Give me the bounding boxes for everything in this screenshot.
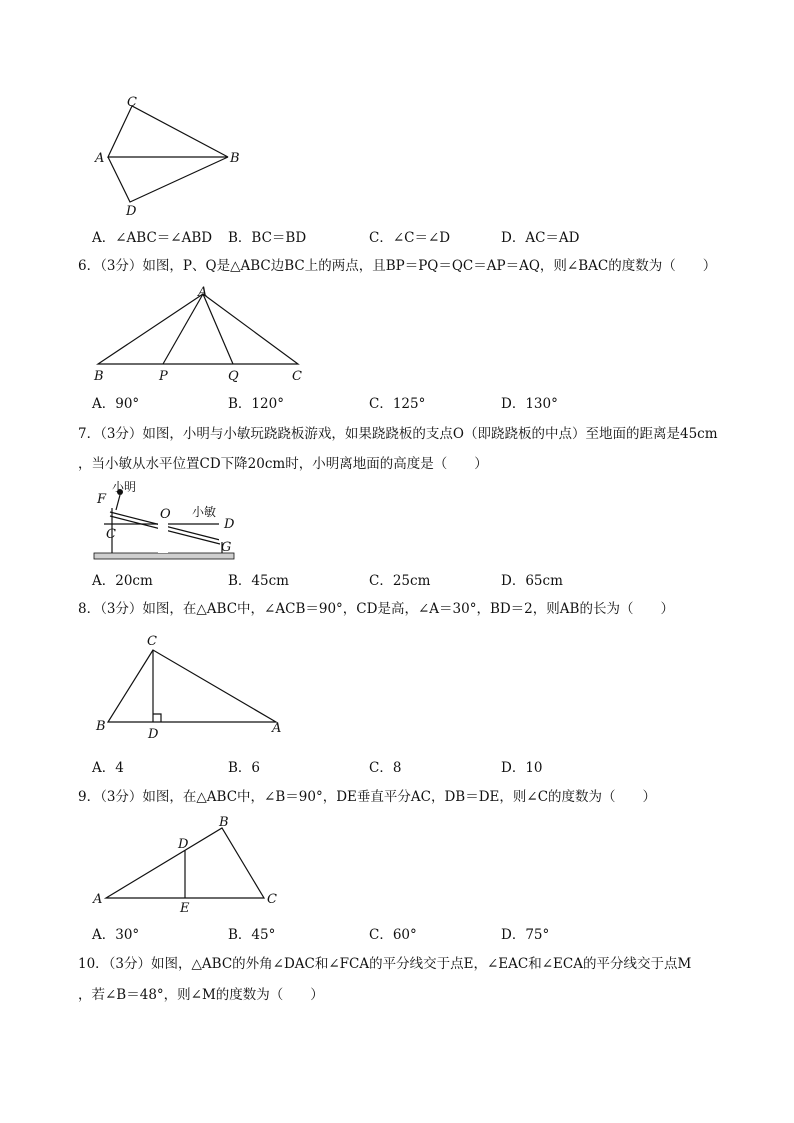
q7-label-xiaomin: 小敏 <box>192 505 217 519</box>
q6-triangle <box>98 294 298 364</box>
q5-option-a[interactable]: A．∠ABC＝∠ABD <box>92 230 213 246</box>
q7-option-c[interactable]: C．25cm <box>369 573 431 589</box>
q6-options <box>92 392 732 412</box>
q6-option-a[interactable]: A．90° <box>92 396 140 412</box>
q10-stem-line2: ，若∠B＝48°，则∠M的度数为（ ） <box>78 987 324 1003</box>
q5-options <box>92 226 732 246</box>
q5-lower-triangle <box>108 157 228 202</box>
q7-label-d: D <box>224 517 235 532</box>
q5-label-b: B <box>230 151 240 166</box>
q5-option-c[interactable]: C．∠C＝∠D <box>369 230 451 246</box>
q7-pivot-post <box>158 522 168 553</box>
q7-figure <box>92 478 238 564</box>
q9-label-d: D <box>178 837 189 852</box>
q7-stem-line1: 7．（3分）如图，小明与小敏玩跷跷板游戏，如果跷跷板的支点O（即跷跷板的中点）至地面的距离是45cm <box>78 426 718 442</box>
q9-option-b[interactable]: B．45° <box>228 927 276 943</box>
q6-option-d[interactable]: D．130° <box>501 396 558 412</box>
q8-option-c[interactable]: C．8 <box>369 760 402 776</box>
q6-label-c: C <box>292 369 302 384</box>
q5-label-d: D <box>126 204 137 219</box>
q8-label-d: D <box>148 727 159 742</box>
q6-label-q: Q <box>228 369 239 384</box>
q9-label-b: B <box>219 815 229 830</box>
q7-label-xiaoming: 小明 <box>112 480 137 494</box>
q9-label-e: E <box>180 901 190 916</box>
q7-option-d[interactable]: D．65cm <box>501 573 563 589</box>
q5-label-c: C <box>127 95 137 110</box>
q8-stem: 8．（3分）如图，在△ABC中，∠ACB＝90°，CD是高，∠A＝30°，BD＝2，则AB的长为（ ） <box>78 601 674 617</box>
q8-label-c: C <box>147 634 157 649</box>
q8-label-a: A <box>272 721 282 736</box>
q9-figure <box>88 812 288 916</box>
q7-label-c: C <box>106 527 116 542</box>
q9-options <box>92 923 732 943</box>
q5-label-a: A <box>95 151 105 166</box>
q8-label-b: B <box>96 719 106 734</box>
q7-xiaoming-body <box>116 495 120 510</box>
q9-option-c[interactable]: C．60° <box>369 927 417 943</box>
q6-label-b: B <box>94 369 104 384</box>
q7-option-a[interactable]: A．20cm <box>92 573 153 589</box>
q6-option-c[interactable]: C．125° <box>369 396 426 412</box>
q6-option-b[interactable]: B．120° <box>228 396 284 412</box>
q6-figure <box>88 284 308 384</box>
q10-stem-line1: 10．（3分）如图，△ABC的外角∠DAC和∠FCA的平分线交于点E，∠EAC和∠ECA的平分线交于点M <box>78 956 692 972</box>
q9-option-a[interactable]: A．30° <box>92 927 140 943</box>
q7-options <box>92 569 732 589</box>
q6-label-p: P <box>159 369 168 384</box>
q6-segment-ap <box>163 294 203 364</box>
q6-stem: 6．（3分）如图，P、Q是△ABC边BC上的两点，且BP＝PQ＝QC＝AP＝AQ，则∠BAC的度数为（ ） <box>78 258 717 274</box>
q9-option-d[interactable]: D．75° <box>501 927 550 943</box>
q8-option-d[interactable]: D．10 <box>501 760 543 776</box>
q5-option-b[interactable]: B．BC＝BD <box>228 230 307 246</box>
q8-option-a[interactable]: A．4 <box>92 760 124 776</box>
q7-label-o: O <box>160 507 171 522</box>
q9-stem: 9．（3分）如图，在△ABC中，∠B＝90°，DE垂直平分AC，DB＝DE，则∠C的度数为（ ） <box>78 789 657 805</box>
q7-option-b[interactable]: B．45cm <box>228 573 289 589</box>
q8-right-angle-mark <box>153 714 161 722</box>
q9-label-a: A <box>93 892 103 907</box>
q7-label-f: F <box>97 492 107 507</box>
q9-label-c: C <box>267 892 277 907</box>
q7-ground <box>94 553 234 559</box>
q5-option-d[interactable]: D．AC＝AD <box>501 230 580 246</box>
q5-figure <box>88 94 258 220</box>
q8-option-b[interactable]: B．6 <box>228 760 261 776</box>
q8-triangle <box>108 650 276 722</box>
q7-label-g: G <box>221 540 232 555</box>
q8-figure <box>88 630 288 745</box>
q7-stem-line2: ，当小敏从水平位置CD下降20cm时，小明离地面的高度是（ ） <box>78 456 488 472</box>
q8-options <box>92 756 732 776</box>
q5-kite <box>108 106 228 157</box>
q6-label-a: A <box>198 285 208 300</box>
